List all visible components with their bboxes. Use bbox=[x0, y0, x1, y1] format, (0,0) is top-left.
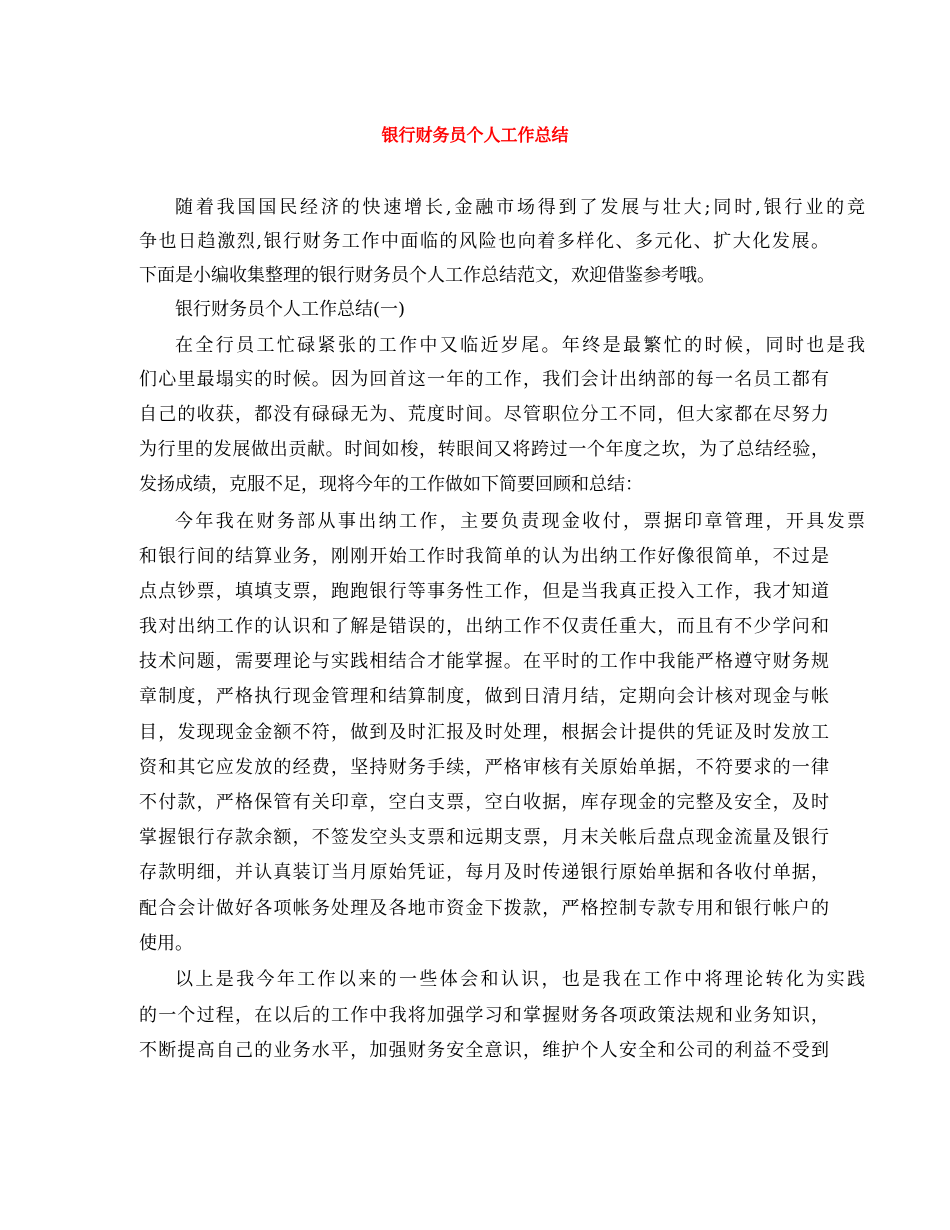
body-line: 点点钞票，填填支票，跑跑银行等事务性工作，但是当我真正投入工作，我才知道 bbox=[139, 581, 829, 602]
body-line: 我对出纳工作的认识和了解是错误的，出纳工作不仅责任重大，而且有不少学问和 bbox=[139, 616, 829, 637]
body-line: 的一个过程，在以后的工作中我将加强学习和掌握财务各项政策法规和业务知识， bbox=[139, 1005, 829, 1026]
body-line: 们心里最塌实的时候。因为回首这一年的工作，我们会计出纳部的每一名员工都有 bbox=[139, 369, 829, 390]
body-line: 技术问题，需要理论与实践相结合才能掌握。在平时的工作中我能严格遵守财务规 bbox=[139, 651, 829, 672]
body-line: 自己的收获，都没有碌碌无为、荒度时间。尽管职位分工不同，但大家都在尽努力 bbox=[139, 404, 829, 425]
body-line: 和银行间的结算业务，刚刚开始工作时我简单的认为出纳工作好像很简单，不过是 bbox=[139, 546, 829, 567]
body-line: 为行里的发展做出贡献。时间如梭，转眼间又将跨过一个年度之坎，为了总结经验， bbox=[139, 439, 829, 460]
body-line: 下面是小编收集整理的银行财务员个人工作总结范文，欢迎借鉴参考哦。 bbox=[139, 265, 715, 286]
body-line: 争也日趋激烈,银行财务工作中面临的风险也向着多样化、多元化、扩大化发展。 bbox=[139, 231, 829, 252]
body-line: 目，发现现金金额不符，做到及时汇报及时处理，根据会计提供的凭证及时发放工 bbox=[139, 722, 829, 743]
document-title: 银行财务员个人工作总结 bbox=[381, 126, 569, 146]
body-line: 随着我国国民经济的快速增长,金融市场得到了发展与壮大;同时,银行业的竞 bbox=[175, 197, 865, 218]
body-line: 掌握银行存款余额，不签发空头支票和远期支票，月末关帐后盘点现金流量及银行 bbox=[139, 827, 829, 848]
body-line: 发扬成绩，克服不足，现将今年的工作做如下简要回顾和总结： bbox=[139, 474, 643, 495]
body-line: 章制度，严格执行现金管理和结算制度，做到日清月结，定期向会计核对现金与帐 bbox=[139, 686, 829, 707]
section-heading: 银行财务员个人工作总结(一) bbox=[175, 299, 406, 320]
body-line: 资和其它应发放的经费，坚持财务手续，严格审核有关原始单据，不符要求的一律 bbox=[139, 757, 829, 778]
body-line: 不付款，严格保管有关印章，空白支票，空白收据，库存现金的完整及安全，及时 bbox=[139, 792, 829, 813]
body-line: 在全行员工忙碌紧张的工作中又临近岁尾。年终是最繁忙的时候，同时也是我 bbox=[175, 335, 865, 356]
body-line: 配合会计做好各项帐务处理及各地市资金下拨款，严格控制专款专用和银行帐户的 bbox=[139, 898, 829, 919]
body-line: 使用。 bbox=[139, 933, 193, 954]
body-line: 不断提高自己的业务水平，加强财务安全意识，维护个人安全和公司的利益不受到 bbox=[139, 1040, 829, 1061]
body-line: 以上是我今年工作以来的一些体会和认识，也是我在工作中将理论转化为实践 bbox=[175, 969, 865, 990]
body-line: 存款明细，并认真装订当月原始凭证，每月及时传递银行原始单据和各收付单据， bbox=[139, 862, 829, 883]
body-line: 今年我在财务部从事出纳工作，主要负责现金收付，票据印章管理，开具发票 bbox=[175, 511, 865, 532]
